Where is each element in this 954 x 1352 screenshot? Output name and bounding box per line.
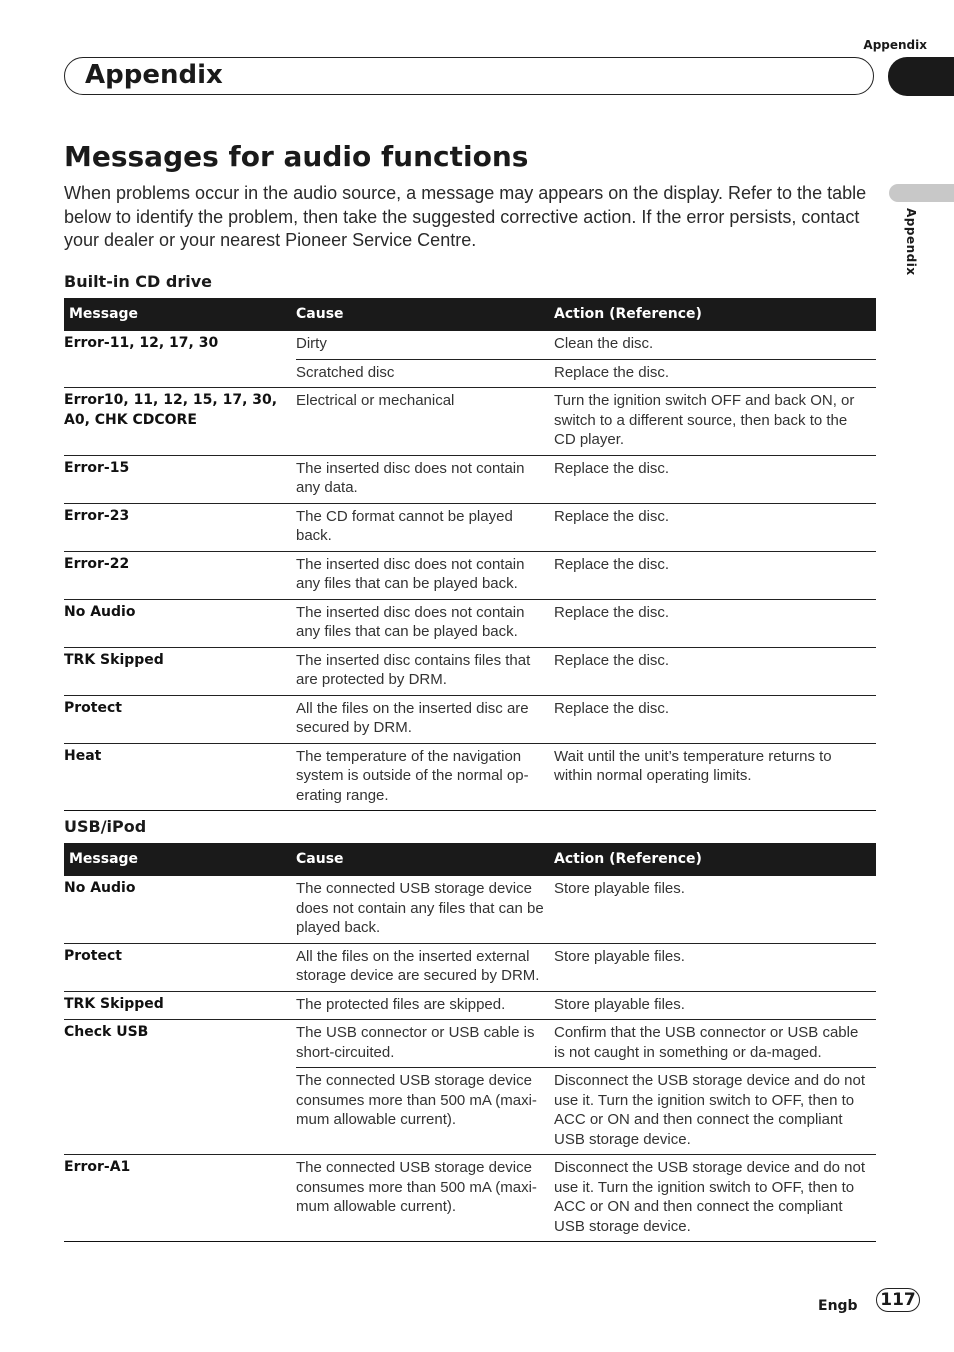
cause-cell: The connected USB storage device consumes more than 500 mA (maxi-mum allowable current). (296, 1068, 554, 1155)
cause-cell: The inserted disc does not contain any files that can be played back. (296, 599, 554, 647)
cause-cell: The inserted disc contains files that are protected by DRM. (296, 647, 554, 695)
message-cell (64, 1068, 296, 1155)
message-cell: TRK Skipped (64, 647, 296, 695)
cd-messages-table (64, 298, 876, 811)
action-cell: Replace the disc. (554, 551, 876, 599)
table-row (64, 1068, 876, 1155)
cause-cell: The connected USB storage device consumes more than 500 mA (maxi-mum allowable current). (296, 1155, 554, 1242)
action-cell: Disconnect the USB storage device and do not use it. Turn the ignition switch to OFF, then to ACC or ON and then connect the compliant USB storage device. (554, 1068, 876, 1155)
message-cell: TRK Skipped (64, 991, 296, 1020)
action-cell: Replace the disc. (554, 647, 876, 695)
cd-table-heading: Built-in CD drive (64, 272, 212, 291)
usb-table-heading: USB/iPod (64, 817, 147, 836)
message-cell: No Audio (64, 599, 296, 647)
side-tab-marker (889, 184, 954, 202)
cd-table-body (64, 331, 876, 811)
cause-cell: The connected USB storage device does not contain any files that can be played back. (296, 876, 554, 943)
action-cell: Replace the disc. (554, 599, 876, 647)
table-row (64, 1155, 876, 1242)
cause-cell: The protected files are skipped. (296, 991, 554, 1020)
table-row (64, 695, 876, 743)
message-cell: Error-23 (64, 503, 296, 551)
section-tab-marker (888, 57, 954, 96)
table-row (64, 359, 876, 388)
action-cell: Replace the disc. (554, 359, 876, 388)
cause-cell: The CD format cannot be played back. (296, 503, 554, 551)
action-cell: Replace the disc. (554, 455, 876, 503)
table-row (64, 1020, 876, 1068)
cause-cell: Scratched disc (296, 359, 554, 388)
table-row (64, 647, 876, 695)
table-row (64, 943, 876, 991)
message-cell: Heat (64, 743, 296, 811)
action-cell: Confirm that the USB connector or USB cable is not caught in something or da-maged. (554, 1020, 876, 1068)
action-cell: Wait until the unit’s temperature returns to within normal operating limits. (554, 743, 876, 811)
section-title: Appendix (85, 60, 223, 90)
message-cell: Error-11, 12, 17, 30 (64, 335, 219, 351)
message-cell: Error-15 (64, 455, 296, 503)
cause-cell: All the files on the inserted disc are secured by DRM. (296, 695, 554, 743)
message-cell: Check USB (64, 1024, 149, 1040)
column-header-action: Action (Reference) (554, 298, 876, 331)
message-cell: Protect (64, 943, 296, 991)
action-cell: Store playable files. (554, 943, 876, 991)
action-cell: Turn the ignition switch OFF and back ON, or switch to a different source, then back to the CD player. (554, 388, 876, 456)
table-row (64, 503, 876, 551)
action-cell: Store playable files. (554, 876, 876, 943)
page-title: Messages for audio functions (64, 140, 529, 173)
action-cell: Store playable files. (554, 991, 876, 1020)
footer-language: Engb (818, 1298, 858, 1314)
column-header-cause: Cause (296, 298, 554, 331)
message-cell: Error-A1 (64, 1155, 296, 1242)
cause-cell: Electrical or mechanical (296, 388, 554, 456)
column-header-message: Message (64, 298, 296, 331)
column-header-message: Message (64, 843, 296, 876)
action-cell: Replace the disc. (554, 503, 876, 551)
cause-cell: The temperature of the navigation system is outside of the normal op-erating range. (296, 743, 554, 811)
section-header (64, 57, 874, 95)
page-number: 117 (876, 1288, 920, 1312)
cause-cell: The inserted disc does not contain any files that can be played back. (296, 551, 554, 599)
usb-messages-table (64, 843, 876, 1242)
message-cell: Error10, 11, 12, 15, 17, 30, A0, CHK CDCORE (64, 388, 296, 456)
table-header-row (64, 298, 876, 331)
intro-paragraph: When problems occur in the audio source, a message may appears on the display. Refer to the table below to identify the problem, then take the suggested corrective action. If the error persists, contact your dealer or your nearest Pioneer Service Centre. (64, 183, 867, 250)
message-cell (64, 359, 296, 388)
usb-table-body (64, 876, 876, 1242)
table-row (64, 551, 876, 599)
cause-cell: The inserted disc does not contain any data. (296, 455, 554, 503)
table-row (64, 388, 876, 456)
message-cell: Error-22 (64, 551, 296, 599)
cause-cell: Dirty (296, 331, 554, 359)
action-cell: Clean the disc. (554, 331, 876, 359)
table-header-row (64, 843, 876, 876)
table-row (64, 876, 876, 943)
table-row (64, 743, 876, 811)
message-cell: No Audio (64, 876, 296, 943)
running-header-label: Appendix (863, 38, 927, 52)
table-row (64, 991, 876, 1020)
table-row (64, 455, 876, 503)
message-cell: Protect (64, 695, 296, 743)
column-header-cause: Cause (296, 843, 554, 876)
cause-cell: The USB connector or USB cable is short-circuited. (296, 1020, 554, 1068)
cause-cell: All the files on the inserted external storage device are secured by DRM. (296, 943, 554, 991)
table-row (64, 331, 876, 359)
table-row (64, 599, 876, 647)
side-tab-label: Appendix (904, 208, 918, 276)
action-cell: Replace the disc. (554, 695, 876, 743)
column-header-action: Action (Reference) (554, 843, 876, 876)
action-cell: Disconnect the USB storage device and do not use it. Turn the ignition switch to OFF, then to ACC or ON and then connect the compliant USB storage device. (554, 1155, 876, 1242)
